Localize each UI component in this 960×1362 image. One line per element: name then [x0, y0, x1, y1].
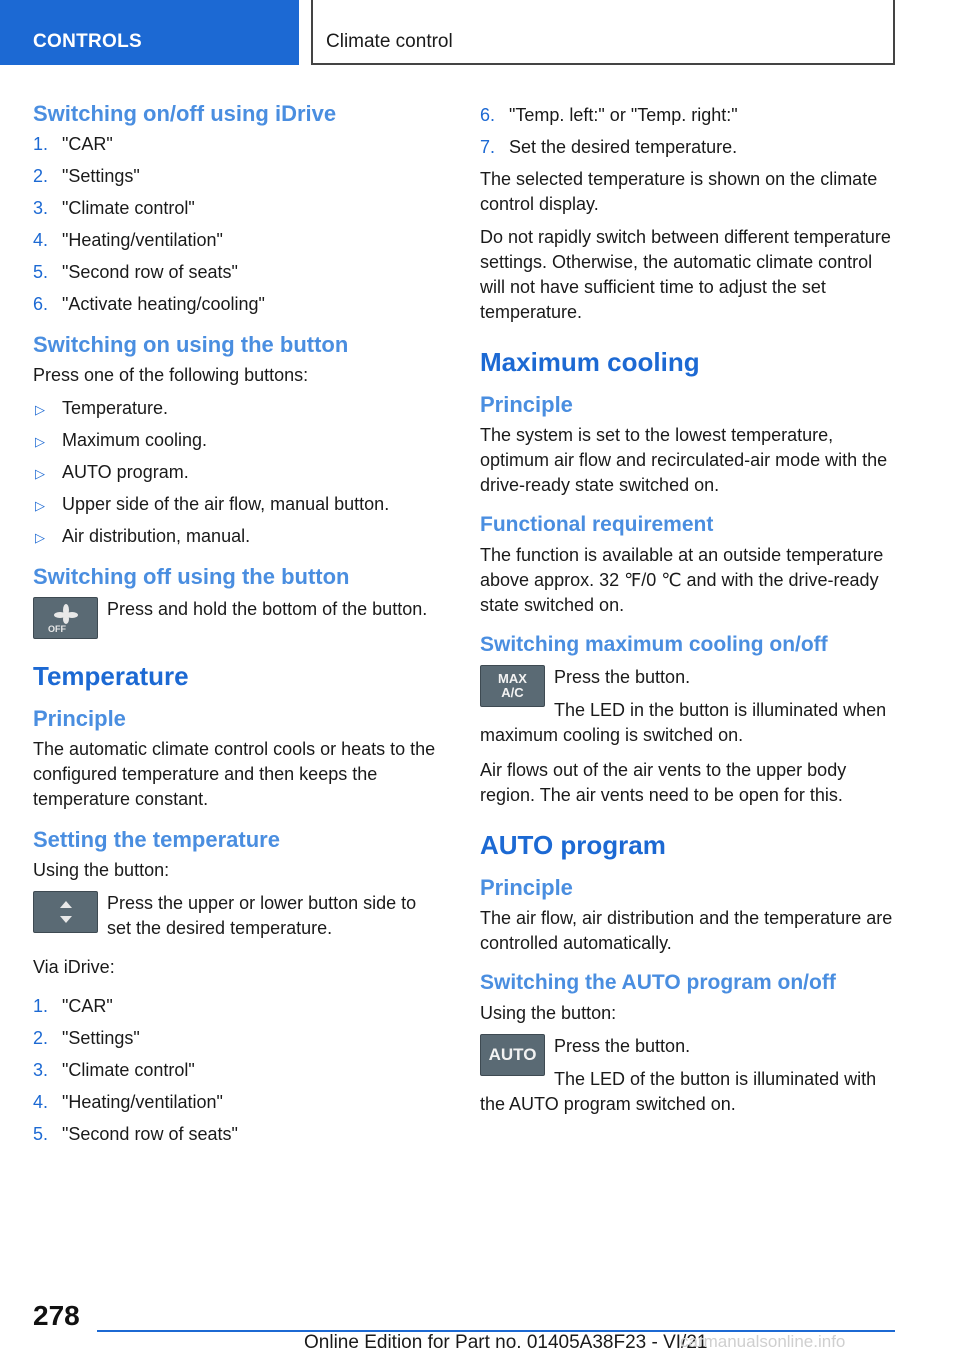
list-item	[33, 196, 441, 221]
temperature-button-row	[33, 891, 441, 941]
list-item	[33, 1058, 441, 1083]
step-number: 7.	[480, 137, 496, 157]
watermark: carmanualsonline.info	[680, 1332, 846, 1351]
step-number: 3.	[33, 1060, 49, 1080]
list-item	[33, 994, 441, 1019]
list-item	[33, 1122, 441, 1147]
list-item	[33, 164, 441, 189]
step-number: 5.	[33, 262, 49, 282]
heading-auto-program: AUTO program	[480, 830, 666, 860]
temperature-rocker-button-icon	[33, 891, 98, 933]
triangle-bullet-icon: ▷	[35, 434, 45, 449]
heading-switch-max-cooling: Switching maximum cooling on/off	[480, 633, 828, 656]
step-number: 2.	[33, 166, 49, 186]
step-text: Set the desired temperature.	[509, 137, 738, 157]
step-text: "Heating/ventilation"	[62, 230, 223, 250]
heading-temperature-principle: Principle	[33, 706, 126, 731]
triangle-bullet-icon: ▷	[35, 530, 45, 545]
onoff-idrive-steps	[33, 132, 441, 317]
up-down-arrows-icon	[51, 897, 81, 927]
max-cooling-led-text: The LED in the button is illuminated when maximum cooling is switched on.	[480, 700, 887, 745]
rapid-switch-text: Do not rapidly switch between different temperature settings. Otherwise, the automatic climate control will not have sufficient time to adjust the set temperature.	[480, 227, 891, 322]
auto-press-text: Press the button.	[554, 1036, 691, 1056]
functional-requirement-text: The function is available at an outside temperature above approx. 32 ℉/0 ℃ and with the drive-ready state switched on.	[480, 545, 884, 615]
heading-on-button: Switching on using the button	[33, 332, 349, 357]
heading-max-cooling-principle: Principle	[480, 392, 573, 417]
auto-button-icon	[480, 1034, 545, 1076]
list-item	[33, 396, 441, 421]
auto-using-button-text: Using the button:	[480, 1003, 617, 1023]
triangle-bullet-icon: ▷	[35, 498, 45, 513]
max-cooling-principle-text: The system is set to the lowest temperature, optimum air flow and recirculated-air mode with the drive-ready state switched on.	[480, 425, 888, 495]
page-number: 278	[33, 1300, 80, 1331]
svg-text:OFF: OFF	[47, 624, 66, 634]
step-text: "Settings"	[62, 166, 140, 186]
step-text: "CAR"	[62, 996, 113, 1016]
step-number: 1.	[33, 134, 49, 154]
temperature-idrive-steps-continued	[480, 103, 898, 160]
max-ac-button-row	[480, 665, 898, 748]
selected-temperature-text: The selected temperature is shown on the climate control display.	[480, 169, 878, 214]
left-column	[33, 100, 441, 1154]
list-item	[33, 460, 441, 485]
heading-functional-requirement: Functional requirement	[480, 513, 714, 536]
using-button-text: Using the button:	[33, 860, 170, 880]
list-item	[480, 103, 898, 128]
on-button-list	[33, 396, 441, 549]
section-header: CONTROLS	[0, 0, 299, 65]
list-item	[33, 524, 441, 549]
list-item	[480, 135, 898, 160]
heading-switch-auto: Switching the AUTO program on/off	[480, 971, 836, 994]
bullet-text: Temperature.	[62, 398, 169, 418]
step-text: "Heating/ventilation"	[62, 1092, 223, 1112]
temperature-button-text: Press the upper or lower button side to set the desired temperature.	[107, 893, 417, 938]
step-text: "Second row of seats"	[62, 1124, 238, 1144]
step-text: "Climate control"	[62, 1060, 195, 1080]
bullet-text: Air distribution, manual.	[62, 526, 251, 546]
step-number: 4.	[33, 1092, 49, 1112]
list-item	[33, 132, 441, 157]
bullet-text: AUTO program.	[62, 462, 189, 482]
heading-setting-temperature: Setting the temperature	[33, 827, 280, 852]
step-number: 3.	[33, 198, 49, 218]
max-label: MAX	[498, 671, 527, 686]
list-item	[33, 428, 441, 453]
edition-text: Online Edition for Part no. 01405A38F23 - VI/21	[304, 1332, 708, 1353]
list-item	[33, 292, 441, 317]
step-text: "Activate heating/cooling"	[62, 294, 265, 314]
step-number: 6.	[480, 105, 496, 125]
off-button-text: Press and hold the bottom of the button.	[107, 599, 428, 619]
bullet-text: Upper side of the air flow, manual button.	[62, 494, 390, 514]
list-item	[33, 228, 441, 253]
step-text: "Settings"	[62, 1028, 140, 1048]
auto-led-text: The LED of the button is illuminated with the AUTO program switched on.	[480, 1069, 877, 1114]
right-column	[480, 103, 898, 1127]
step-number: 5.	[33, 1124, 49, 1144]
list-item	[33, 260, 441, 285]
step-text: "Climate control"	[62, 198, 195, 218]
auto-label: AUTO	[488, 1045, 537, 1064]
heading-onoff-idrive: Switching on/off using iDrive	[33, 101, 337, 126]
step-number: 4.	[33, 230, 49, 250]
list-item	[33, 492, 441, 517]
step-text: "CAR"	[62, 134, 113, 154]
step-text: "Second row of seats"	[62, 262, 238, 282]
max-ac-button-icon	[480, 665, 545, 707]
max-cooling-press-text: Press the button.	[554, 667, 691, 687]
chapter-header: Climate control	[311, 0, 895, 65]
temperature-idrive-steps	[33, 994, 441, 1147]
off-button-row	[33, 597, 441, 641]
step-number: 6.	[33, 294, 49, 314]
step-text: "Temp. left:" or "Temp. right:"	[509, 105, 738, 125]
temperature-principle-text: The automatic climate control cools or heats to the configured temperature and then keeps the temperature constant.	[33, 739, 436, 809]
auto-principle-text: The air flow, air distribution and the temperature are controlled automatically.	[480, 908, 893, 953]
on-button-intro: Press one of the following buttons:	[33, 365, 309, 385]
triangle-bullet-icon: ▷	[35, 466, 45, 481]
list-item	[33, 1026, 441, 1051]
auto-button-row	[480, 1034, 898, 1117]
ac-label: A/C	[501, 685, 524, 700]
triangle-bullet-icon: ▷	[35, 402, 45, 417]
air-vents-text: Air flows out of the air vents to the upper body region. The air vents need to be open for this.	[480, 760, 847, 805]
fan-off-button-icon	[33, 597, 98, 639]
fan-off-icon	[38, 601, 94, 635]
list-item	[33, 1090, 441, 1115]
heading-auto-principle: Principle	[480, 875, 573, 900]
step-number: 2.	[33, 1028, 49, 1048]
via-idrive-text: Via iDrive:	[33, 957, 115, 977]
heading-temperature: Temperature	[33, 661, 189, 691]
heading-maximum-cooling: Maximum cooling	[480, 347, 700, 377]
step-number: 1.	[33, 996, 49, 1016]
bullet-text: Maximum cooling.	[62, 430, 208, 450]
heading-off-button: Switching off using the button	[33, 564, 350, 589]
